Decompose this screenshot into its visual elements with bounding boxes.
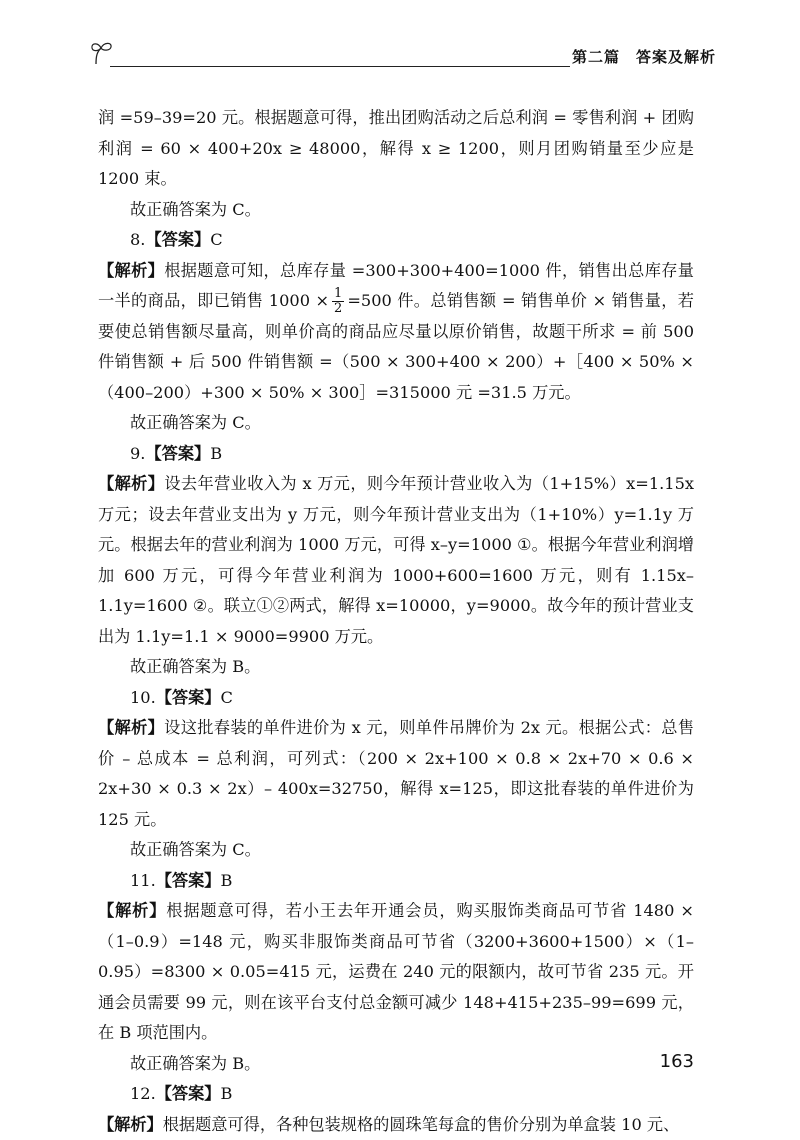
analysis-text: 设这批春装的单件进价为 x 元，则单件吊牌价为 2x 元。根据公式：总售价 – 总成本 = 总利润，可列式：（200 × 2x+100 × 0.8 × 2x+70 × 0.6 × 2x+30 × 0.3 × 2x）– 400x=32750，解得 x=125，即这批春装的单件进价为 125 元。 bbox=[98, 718, 694, 829]
answer-line-9 bbox=[98, 439, 694, 470]
sprout-icon bbox=[88, 38, 118, 68]
page-number: 163 bbox=[660, 1051, 694, 1072]
conclusion: 故正确答案为 C。 bbox=[98, 408, 694, 439]
answer-tag: 【答案】 bbox=[156, 688, 221, 707]
answer-line-12 bbox=[98, 1079, 694, 1110]
question-number: 11. bbox=[130, 871, 156, 890]
answer-value: C bbox=[221, 688, 233, 707]
analysis-text: 设去年营业收入为 x 万元，则今年预计营业收入为（1+15%）x=1.15x 万元；设去年营业支出为 y 万元，则今年预计营业支出为（1+10%）y=1.1y 万元。根据去年的营业利润为 1000 万元，可得 x–y=1000 ①。根据今年营业利润增加 600 万元，可得今年营业利润为 1000+600=1600 万元，则有 1.15x–1.1y=1600 ②。联立①②两式，解得 x=10000，y=9000。故今年的预计营业支出为 1.1y=1.1 × 9000=9900 万元。 bbox=[98, 474, 694, 646]
question-number: 8. bbox=[130, 230, 145, 249]
answer-value: B bbox=[221, 871, 233, 890]
analysis-tag: 【解析】 bbox=[98, 261, 164, 280]
question-number: 10. bbox=[130, 688, 156, 707]
analysis-text: 根据题意可得，各种包装规格的圆珠笔每盒的售价分别为单盒装 10 元、 bbox=[163, 1115, 680, 1134]
header-rule bbox=[110, 66, 570, 67]
page-header bbox=[88, 38, 716, 78]
conclusion: 故正确答案为 B。 bbox=[98, 1049, 694, 1080]
answer-line-11 bbox=[98, 866, 694, 897]
conclusion: 故正确答案为 B。 bbox=[98, 652, 694, 683]
answer-value: B bbox=[221, 1084, 233, 1103]
question-number: 12. bbox=[130, 1084, 156, 1103]
analysis-text: 根据题意可知，总库存量 =300+300+400=1000 件，销售出总库存量一半的商品，即已销售 1000 × bbox=[98, 261, 694, 311]
analysis-text: =500 件。总销售额 = 销售单价 × 销售量，若要使总销售额尽量高，则单价高的商品应尽量以原价销售，故题干所求 = 前 500 件销售额 + 后 500 件销售额 =（500 × 300+400 × 200）+［400 × 50% ×（400–200）+300 × 50% × 300］=315000 元 =31.5 万元。 bbox=[98, 291, 694, 402]
answer-value: C bbox=[210, 230, 222, 249]
analysis-8 bbox=[98, 256, 694, 409]
answer-line-8 bbox=[98, 225, 694, 256]
fraction-numerator: 1 bbox=[332, 287, 344, 302]
analysis-text: 根据题意可得，若小王去年开通会员，购买服饰类商品可节省 1480 ×（1–0.9）=148 元，购买非服饰类商品可节省（3200+3600+1500）×（1–0.95）=8300 × 0.05=415 元，运费在 240 元的限额内，故可节省 235 元。开通会员需要 99 元，则在该平台支付总金额可减少 148+415+235–99=699 元，在 B 项范围内。 bbox=[98, 901, 694, 1042]
answer-tag: 【答案】 bbox=[156, 871, 221, 890]
answer-tag: 【答案】 bbox=[145, 444, 210, 463]
answer-tag: 【答案】 bbox=[145, 230, 210, 249]
answer-value: B bbox=[210, 444, 222, 463]
analysis-tag: 【解析】 bbox=[98, 718, 164, 737]
analysis-10 bbox=[98, 713, 694, 835]
answer-tag: 【答案】 bbox=[156, 1084, 221, 1103]
analysis-9 bbox=[98, 469, 694, 652]
header-title: 第二篇 答案及解析 bbox=[572, 46, 716, 67]
answer-line-10 bbox=[98, 683, 694, 714]
fraction-denominator: 2 bbox=[332, 302, 344, 316]
analysis-tag: 【解析】 bbox=[98, 474, 164, 493]
paragraph: 润 =59–39=20 元。根据题意可得，推出团购活动之后总利润 = 零售利润 + 团购利润 = 60 × 400+20x ≥ 48000，解得 x ≥ 1200，则月团购销量至少应是 1200 束。 bbox=[98, 103, 694, 195]
answer-content bbox=[98, 103, 694, 1140]
analysis-12 bbox=[98, 1110, 694, 1140]
conclusion: 故正确答案为 C。 bbox=[98, 195, 694, 226]
conclusion: 故正确答案为 C。 bbox=[98, 835, 694, 866]
analysis-tag: 【解析】 bbox=[98, 901, 166, 920]
question-number: 9. bbox=[130, 444, 145, 463]
fraction-one-half bbox=[332, 287, 344, 316]
analysis-tag: 【解析】 bbox=[98, 1115, 163, 1134]
analysis-11 bbox=[98, 896, 694, 1049]
